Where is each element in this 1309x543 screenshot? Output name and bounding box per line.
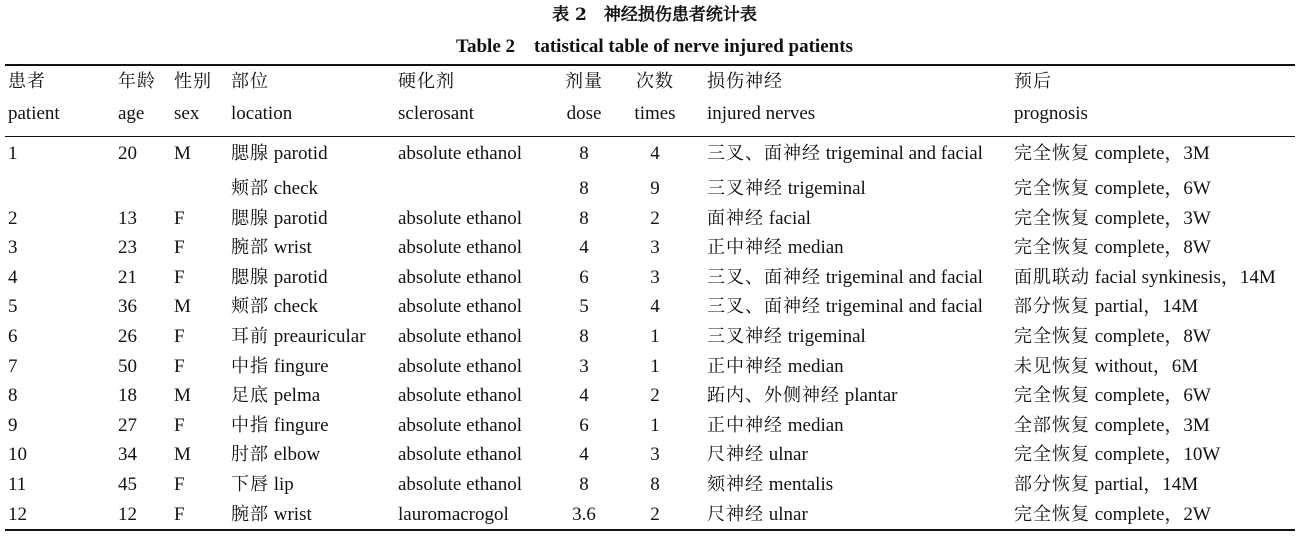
injured-nerve-cell <box>707 142 983 166</box>
dose-cell: 4 <box>579 385 589 406</box>
sex-cell: F <box>174 326 185 347</box>
location-en-text: check <box>273 178 319 199</box>
nerve-cn-text: 颏神经 <box>707 474 764 495</box>
age-cell: 18 <box>118 385 137 406</box>
times-cell: 1 <box>650 326 660 347</box>
nerve-en-text: trigeminal and facial <box>825 267 983 288</box>
patient-cell: 4 <box>8 267 18 288</box>
location-cn-text: 颊部 <box>231 178 269 199</box>
patient-cell: 6 <box>8 326 18 347</box>
patient-cell: 3 <box>8 237 18 258</box>
location-cell <box>231 177 318 201</box>
prognosis-en-text: partial，14M <box>1094 296 1199 317</box>
location-en-text: wrist <box>273 237 312 258</box>
times-cell: 1 <box>650 415 660 436</box>
prognosis-cell <box>1014 177 1211 201</box>
nerve-en-text: median <box>787 356 844 377</box>
times-cell: 1 <box>650 356 660 377</box>
sclerosant-cell: absolute ethanol <box>398 208 522 229</box>
location-en-text: pelma <box>273 385 321 406</box>
sclerosant-cell: absolute ethanol <box>398 444 522 465</box>
location-cn-text: 耳前 <box>231 326 269 347</box>
sclerosant-cell: absolute ethanol <box>398 474 522 495</box>
age-cell: 13 <box>118 208 137 229</box>
location-cn-text: 下唇 <box>231 474 269 495</box>
sclerosant-cell: absolute ethanol <box>398 356 522 377</box>
nerve-cn-text: 三叉、面神经 <box>707 296 821 317</box>
patient-cell: 10 <box>8 444 27 465</box>
nerve-cn-text: 三叉神经 <box>707 326 783 347</box>
sclerosant-cell: absolute ethanol <box>398 237 522 258</box>
prognosis-en-text: complete，3W <box>1094 208 1211 229</box>
column-header-prog-en <box>1014 102 1088 126</box>
prognosis-en-text: complete，6W <box>1094 385 1211 406</box>
sex-cell: F <box>174 267 185 288</box>
nerve-en-text: median <box>787 237 844 258</box>
dose-cell: 4 <box>579 237 589 258</box>
patient-cell: 5 <box>8 296 18 317</box>
age-cell: 27 <box>118 415 137 436</box>
location-cell <box>231 207 328 231</box>
column-header-prog-cn-text: 预后 <box>1014 71 1052 92</box>
age-cell: 34 <box>118 444 137 465</box>
prognosis-cn-text: 部分恢复 <box>1014 474 1090 495</box>
prognosis-en-text: complete，3M <box>1094 415 1210 436</box>
location-cn-text: 中指 <box>231 415 269 436</box>
prognosis-en-text: facial synkinesis，14M <box>1094 267 1276 288</box>
column-header-age-cn-text: 年龄 <box>118 71 156 92</box>
sex-cell: M <box>174 385 191 406</box>
injured-nerve-cell <box>707 295 983 319</box>
column-header-age-cn <box>118 70 156 94</box>
column-header-nerve-cn <box>707 70 783 94</box>
dose-cell: 8 <box>579 326 589 347</box>
age-cell: 26 <box>118 326 137 347</box>
column-header-loc-en <box>231 102 292 126</box>
column-header-scl-cn-text: 硬化剂 <box>398 71 455 92</box>
prognosis-cn-text: 完全恢复 <box>1014 143 1090 164</box>
injured-nerve-cell <box>707 236 844 260</box>
location-cn-text: 腕部 <box>231 237 269 258</box>
column-header-prog-cn <box>1014 70 1052 94</box>
sclerosant-cell: absolute ethanol <box>398 385 522 406</box>
prognosis-cell <box>1014 414 1210 438</box>
dose-cell: 8 <box>579 474 589 495</box>
nerve-cn-text: 三叉、面神经 <box>707 143 821 164</box>
location-cell <box>231 236 312 260</box>
prognosis-cn-text: 未见恢复 <box>1014 356 1090 377</box>
prognosis-en-text: complete，6W <box>1094 178 1211 199</box>
sclerosant-cell: lauromacrogol <box>398 504 509 525</box>
times-cell: 2 <box>650 208 660 229</box>
times-cell: 4 <box>650 296 660 317</box>
column-header-loc-en-text: location <box>231 103 293 124</box>
prognosis-cn-text: 完全恢复 <box>1014 178 1090 199</box>
prognosis-cn-text: 面肌联动 <box>1014 267 1090 288</box>
nerve-en-text: trigeminal and facial <box>825 143 983 164</box>
injured-nerve-cell <box>707 266 983 290</box>
table-caption-chinese: 表 2 神经损伤患者统计表 <box>552 5 757 25</box>
injured-nerve-cell <box>707 207 811 231</box>
column-header-dose-en-text: dose <box>566 103 602 124</box>
sex-cell: F <box>174 504 185 525</box>
nerve-cn-text: 三叉神经 <box>707 178 783 199</box>
column-header-nerve-en-text: injured nerves <box>707 103 816 124</box>
location-cell <box>231 295 318 319</box>
column-header-scl-cn <box>398 70 455 94</box>
times-cell: 4 <box>650 143 660 164</box>
prognosis-cell <box>1014 503 1211 527</box>
location-en-text: preauricular <box>273 326 366 347</box>
sex-cell: M <box>174 444 191 465</box>
prognosis-en-text: complete，8W <box>1094 237 1211 258</box>
times-cell: 3 <box>650 267 660 288</box>
prognosis-cell <box>1014 266 1276 290</box>
table-caption-english: Table 2 tatistical table of nerve injured patients <box>456 36 853 57</box>
column-header-patient-en-text: patient <box>8 103 60 124</box>
prognosis-cell <box>1014 355 1198 379</box>
column-header-patient-en <box>8 102 60 126</box>
table-top-rule <box>5 64 1295 66</box>
sclerosant-cell: absolute ethanol <box>398 326 522 347</box>
dose-cell: 8 <box>579 143 589 164</box>
prognosis-cell <box>1014 384 1211 408</box>
injured-nerve-cell <box>707 503 808 527</box>
column-header-prog-en-text: prognosis <box>1014 103 1088 124</box>
column-header-patient-cn-text: 患者 <box>8 71 46 92</box>
dose-cell: 6 <box>579 415 589 436</box>
times-cell: 3 <box>650 237 660 258</box>
column-header-patient-cn <box>8 70 46 94</box>
prognosis-en-text: complete，2W <box>1094 504 1211 525</box>
location-en-text: parotid <box>273 267 328 288</box>
dose-cell: 6 <box>579 267 589 288</box>
sclerosant-cell: absolute ethanol <box>398 415 522 436</box>
times-cell: 2 <box>650 504 660 525</box>
table-bottom-rule <box>5 529 1295 531</box>
sclerosant-cell: absolute ethanol <box>398 143 522 164</box>
location-en-text: parotid <box>273 208 328 229</box>
location-cn-text: 足底 <box>231 385 269 406</box>
column-header-dose-cn-text: 剂量 <box>565 71 603 92</box>
nerve-en-text: trigeminal <box>787 326 866 347</box>
nerve-en-text: trigeminal <box>787 178 866 199</box>
age-cell: 45 <box>118 474 137 495</box>
sclerosant-cell: absolute ethanol <box>398 296 522 317</box>
column-header-dose-cn <box>565 70 603 94</box>
injured-nerve-cell <box>707 414 844 438</box>
age-cell: 36 <box>118 296 137 317</box>
location-cell <box>231 414 329 438</box>
age-cell: 12 <box>118 504 137 525</box>
sex-cell: M <box>174 296 191 317</box>
nerve-en-text: median <box>787 415 844 436</box>
nerve-en-text: mentalis <box>768 474 834 495</box>
injured-nerve-cell <box>707 355 844 379</box>
prognosis-en-text: partial，14M <box>1094 474 1199 495</box>
location-cell <box>231 325 366 349</box>
injured-nerve-cell <box>707 384 898 408</box>
location-en-text: fingure <box>273 356 329 377</box>
dose-cell: 8 <box>579 178 589 199</box>
column-header-times-cn-text: 次数 <box>636 71 674 92</box>
column-header-age-en <box>118 102 144 126</box>
prognosis-cell <box>1014 443 1220 467</box>
injured-nerve-cell <box>707 325 866 349</box>
location-en-text: parotid <box>273 143 328 164</box>
location-cn-text: 腕部 <box>231 504 269 525</box>
nerve-cn-text: 尺神经 <box>707 504 764 525</box>
prognosis-cell <box>1014 236 1211 260</box>
age-cell: 23 <box>118 237 137 258</box>
column-header-sex-cn <box>174 70 212 94</box>
prognosis-cn-text: 完全恢复 <box>1014 444 1090 465</box>
dose-cell: 3.6 <box>572 504 596 525</box>
column-header-sex-cn-text: 性别 <box>174 71 212 92</box>
sex-cell: F <box>174 356 185 377</box>
location-en-text: fingure <box>273 415 329 436</box>
patient-cell: 8 <box>8 385 18 406</box>
nerve-en-text: ulnar <box>768 444 808 465</box>
dose-cell: 4 <box>579 444 589 465</box>
sex-cell: F <box>174 237 185 258</box>
location-cn-text: 中指 <box>231 356 269 377</box>
column-header-scl-en-text: sclerosant <box>398 103 474 124</box>
prognosis-cn-text: 完全恢复 <box>1014 504 1090 525</box>
prognosis-cn-text: 完全恢复 <box>1014 326 1090 347</box>
prognosis-cn-text: 全部恢复 <box>1014 415 1090 436</box>
column-header-loc-cn-text: 部位 <box>231 71 269 92</box>
injured-nerve-cell <box>707 473 833 497</box>
location-cell <box>231 443 320 467</box>
location-cn-text: 颊部 <box>231 296 269 317</box>
location-cn-text: 腮腺 <box>231 208 269 229</box>
nerve-cn-text: 正中神经 <box>707 415 783 436</box>
column-header-scl-en <box>398 102 474 126</box>
times-cell: 9 <box>650 178 660 199</box>
prognosis-en-text: without，6M <box>1094 356 1199 377</box>
nerve-cn-text: 正中神经 <box>707 356 783 377</box>
injured-nerve-cell <box>707 443 808 467</box>
location-cn-text: 腮腺 <box>231 267 269 288</box>
sex-cell: F <box>174 474 185 495</box>
patient-cell: 1 <box>8 143 18 164</box>
location-cell <box>231 503 312 527</box>
sclerosant-cell: absolute ethanol <box>398 267 522 288</box>
patient-cell: 11 <box>8 474 27 495</box>
dose-cell: 5 <box>579 296 589 317</box>
nerve-cn-text: 跖内、外侧神经 <box>707 385 840 406</box>
times-cell: 3 <box>650 444 660 465</box>
prognosis-cell <box>1014 142 1210 166</box>
prognosis-cn-text: 完全恢复 <box>1014 208 1090 229</box>
column-header-times-en <box>634 102 675 126</box>
location-cell <box>231 266 328 290</box>
nerve-cn-text: 三叉、面神经 <box>707 267 821 288</box>
sex-cell: F <box>174 415 185 436</box>
location-en-text: lip <box>273 474 294 495</box>
prognosis-cell <box>1014 325 1211 349</box>
prognosis-en-text: complete，10W <box>1094 444 1221 465</box>
column-header-loc-cn <box>231 70 269 94</box>
nerve-cn-text: 面神经 <box>707 208 764 229</box>
sex-cell: F <box>174 208 185 229</box>
nerve-en-text: trigeminal and facial <box>825 296 983 317</box>
column-header-times-en-text: times <box>634 103 676 124</box>
nerve-en-text: facial <box>768 208 811 229</box>
dose-cell: 3 <box>579 356 589 377</box>
nerve-cn-text: 正中神经 <box>707 237 783 258</box>
column-header-dose-en <box>567 102 602 126</box>
location-cell <box>231 142 328 166</box>
location-cell <box>231 384 320 408</box>
prognosis-en-text: complete，8W <box>1094 326 1211 347</box>
dose-cell: 8 <box>579 208 589 229</box>
column-header-nerve-cn-text: 损伤神经 <box>707 71 783 92</box>
column-header-sex-en-text: sex <box>174 103 200 124</box>
prognosis-en-text: complete，3M <box>1094 143 1210 164</box>
prognosis-cn-text: 完全恢复 <box>1014 237 1090 258</box>
age-cell: 50 <box>118 356 137 377</box>
times-cell: 2 <box>650 385 660 406</box>
column-header-age-en-text: age <box>118 103 145 124</box>
location-en-text: wrist <box>273 504 312 525</box>
column-header-sex-en <box>174 102 199 126</box>
prognosis-cell <box>1014 473 1198 497</box>
column-header-times-cn <box>636 70 674 94</box>
injured-nerve-cell <box>707 177 866 201</box>
location-en-text: elbow <box>273 444 321 465</box>
nerve-en-text: ulnar <box>768 504 808 525</box>
location-cn-text: 腮腺 <box>231 143 269 164</box>
location-cn-text: 肘部 <box>231 444 269 465</box>
location-cell <box>231 355 329 379</box>
patient-cell: 7 <box>8 356 18 377</box>
sex-cell: M <box>174 143 191 164</box>
prognosis-cn-text: 完全恢复 <box>1014 385 1090 406</box>
location-cell <box>231 473 294 497</box>
age-cell: 20 <box>118 143 137 164</box>
prognosis-cn-text: 部分恢复 <box>1014 296 1090 317</box>
nerve-en-text: plantar <box>844 385 898 406</box>
patient-cell: 2 <box>8 208 18 229</box>
column-header-nerve-en <box>707 102 815 126</box>
patient-cell: 12 <box>8 504 27 525</box>
nerve-cn-text: 尺神经 <box>707 444 764 465</box>
prognosis-cell <box>1014 207 1211 231</box>
table-header-rule <box>5 136 1295 137</box>
age-cell: 21 <box>118 267 137 288</box>
times-cell: 8 <box>650 474 660 495</box>
location-en-text: check <box>273 296 319 317</box>
prognosis-cell <box>1014 295 1198 319</box>
patient-cell: 9 <box>8 415 18 436</box>
